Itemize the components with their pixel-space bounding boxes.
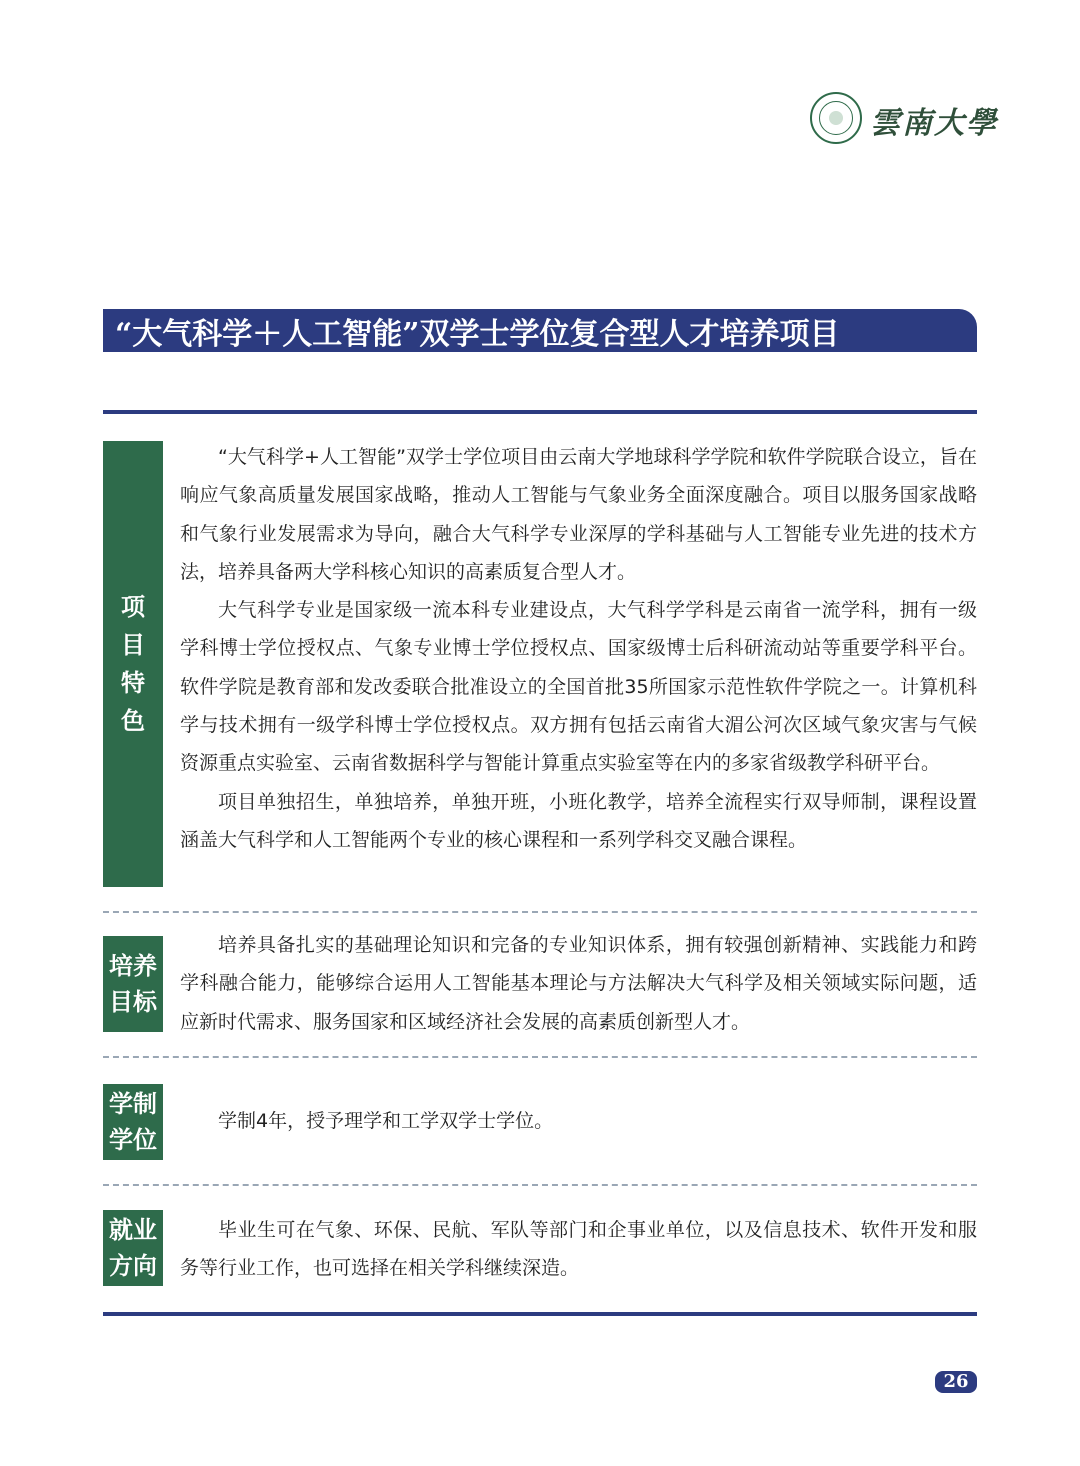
paragraph: 项目单独招生，单独培养，单独开班，小班化教学，培养全流程实行双导师制，课程设置涵盖大气科学和人工智能两个专业的核心课程和一系列学科交叉融合课程。	[180, 790, 977, 851]
section-content-career	[180, 1211, 977, 1288]
section-content-degree	[180, 1102, 977, 1140]
university-seal-icon	[810, 92, 862, 144]
section-label-goals	[103, 936, 163, 1032]
paragraph: 毕业生可在气象、环保、民航、军队等部门和企事业单位，以及信息技术、软件开发和服务等行业工作，也可选择在相关学科继续深造。	[180, 1219, 977, 1280]
section-label-text: 学制学位	[109, 1090, 157, 1154]
section-label-degree	[103, 1084, 163, 1160]
title-bar	[103, 309, 977, 352]
university-name: 雲南大學	[870, 106, 998, 141]
paragraph: 学制4年，授予理学和工学双学士学位。	[218, 1110, 554, 1132]
section-label-career	[103, 1210, 163, 1286]
paragraph: 培养具备扎实的基础理论知识和完备的专业知识体系，拥有较强创新精神、实践能力和跨学科融合能力，能够综合运用人工智能基本理论与方法解决大气科学及相关领域实际问题，适应新时代需求、服务国家和区域经济社会发展的高素质创新型人才。	[180, 934, 977, 1033]
section-divider	[103, 1056, 977, 1058]
section-label-text: 培养目标	[109, 952, 157, 1016]
section-content-features	[180, 438, 977, 859]
section-label-features	[103, 441, 163, 887]
section-label-text: 就业方向	[109, 1216, 157, 1280]
section-label-text: 项目特色	[121, 593, 145, 735]
page-title: “大气科学＋人工智能”双学士学位复合型人才培养项目	[115, 316, 840, 352]
paragraph: “大气科学+人工智能”双学士学位项目由云南大学地球科学学院和软件学院联合设立，旨在响应气象高质量发展国家战略，推动人工智能与气象业务全面深度融合。项目以服务国家战略和气象行业发展需求为导向，融合大气科学专业深厚的学科基础与人工智能专业先进的技术方法，培养具备两大学科核心知识的高素质复合型人才。	[180, 446, 977, 583]
university-logo	[810, 92, 998, 152]
page-number: 26	[935, 1371, 977, 1393]
section-divider	[103, 911, 977, 913]
paragraph: 大气科学专业是国家级一流本科专业建设点，大气科学学科是云南省一流学科，拥有一级学科博士学位授权点、气象专业博士学位授权点、国家级博士后科研流动站等重要学科平台。软件学院是教育部和发改委联合批准设立的全国首批35所国家示范性软件学院之一。计算机科学与技术拥有一级学科博士学位授权点。双方拥有包括云南省大湄公河次区域气象灾害与气候资源重点实验室、云南省数据科学与智能计算重点实验室等在内的多家省级教学科研平台。	[180, 599, 977, 775]
bottom-divider	[103, 1312, 977, 1316]
section-divider	[103, 1184, 977, 1186]
section-content-goals	[180, 926, 977, 1041]
top-divider	[103, 410, 977, 414]
